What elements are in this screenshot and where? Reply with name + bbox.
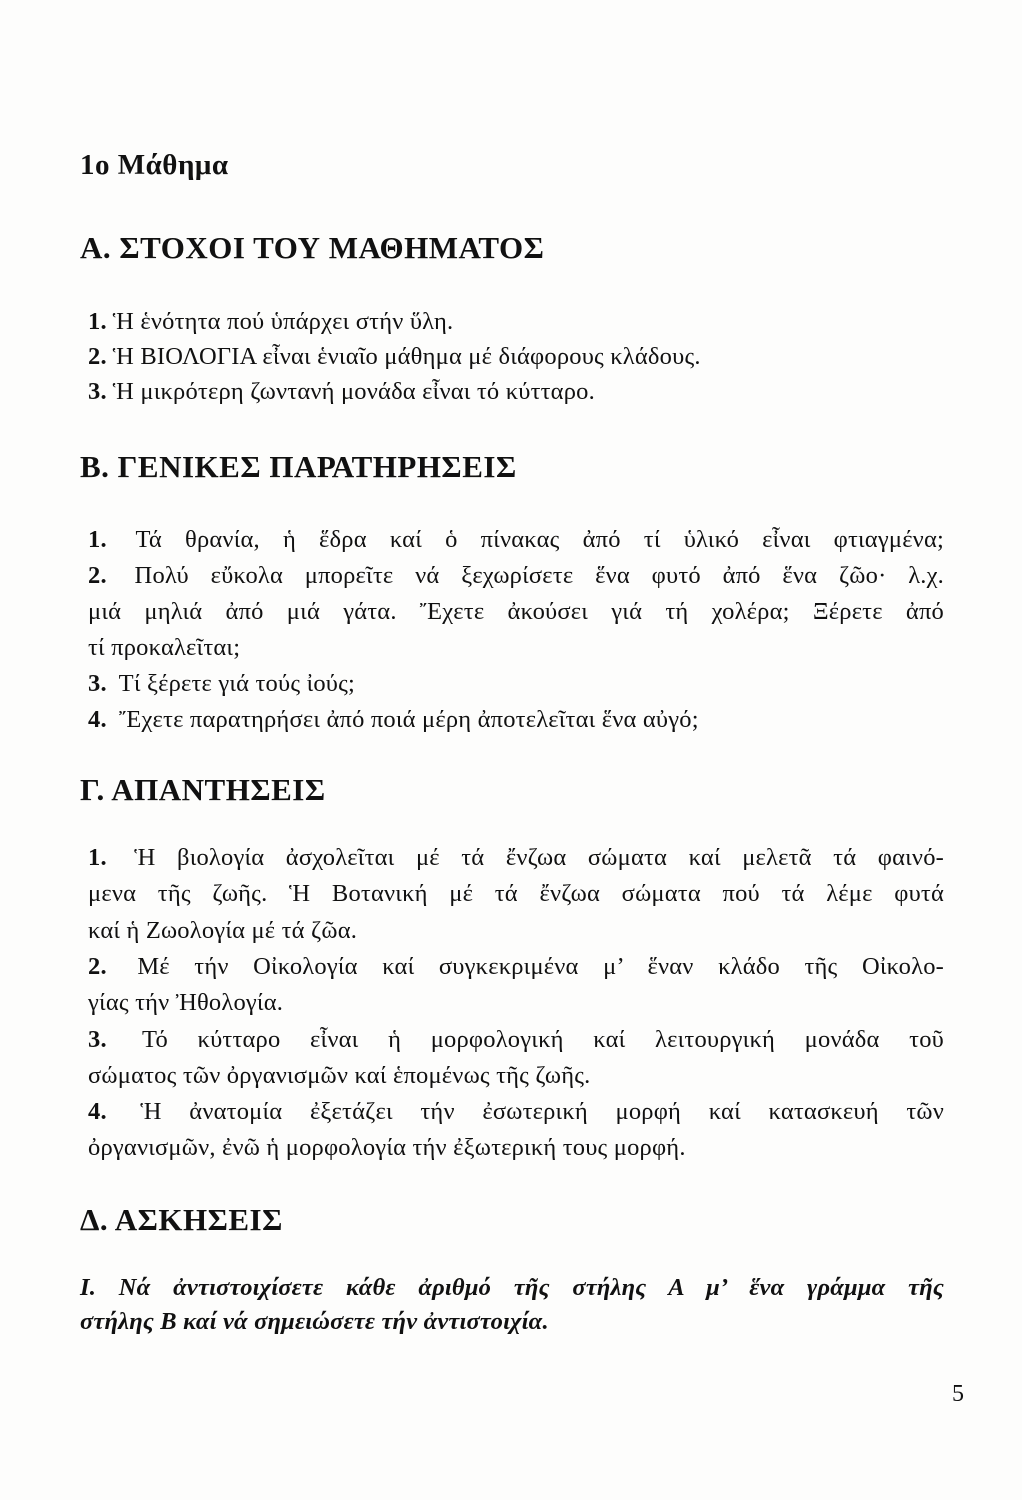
list-item bbox=[88, 307, 944, 337]
text-line bbox=[88, 1133, 944, 1163]
text-line bbox=[88, 916, 944, 946]
text-line bbox=[88, 1061, 944, 1091]
line-text: Πολύ εὔκολα μπορεῖτε νά ξεχωρίσετε ἕνα φυτό ἀπό ἕνα ζῶο· λ.χ. bbox=[134, 562, 944, 589]
exercise-instruction-line: στήλης Β καί νά σημειώσετε τήν ἀντιστοιχία. bbox=[80, 1308, 549, 1335]
text-line bbox=[88, 633, 944, 663]
text-line bbox=[88, 879, 944, 909]
text-line bbox=[88, 1025, 944, 1055]
item-number: 1. bbox=[88, 526, 107, 553]
item-number: 2. bbox=[88, 343, 107, 370]
line-text: σώματος τῶν ὀργανισμῶν καί ἑπομένως τῆς ζωῆς. bbox=[88, 1061, 591, 1089]
item-number: 2. bbox=[88, 952, 107, 980]
text-line bbox=[88, 988, 944, 1018]
line-text: τί προκαλεῖται; bbox=[88, 634, 241, 661]
item-number: 4. bbox=[88, 706, 107, 733]
item-number: 3. bbox=[88, 670, 107, 697]
text-line bbox=[88, 561, 944, 591]
line-text: μενα τῆς ζωῆς. Ἡ Βοτανική μέ τά ἔνζωα σώματα πού τά λέμε φυτά bbox=[88, 880, 944, 908]
line-text: Τά θρανία, ἡ ἕδρα καί ὁ πίνακας ἀπό τί ὑλικό εἶναι φτιαγμένα; bbox=[135, 526, 944, 553]
lesson-title: 1ο Μάθημα bbox=[80, 149, 229, 181]
item-number: 3. bbox=[88, 378, 107, 405]
item-number: 3. bbox=[88, 1025, 107, 1053]
section-a-heading: Α. ΣΤΟΧΟΙ ΤΟΥ ΜΑΘΗΜΑΤΟΣ bbox=[80, 230, 545, 265]
section-d-heading: Δ. ΑΣΚΗΣΕΙΣ bbox=[80, 1202, 283, 1237]
line-text: Ἔχετε παρατηρήσει ἀπό ποιά μέρη ἀποτελεῖται ἕνα αὐγό; bbox=[119, 706, 699, 733]
section-b-heading: Β. ΓΕΝΙΚΕΣ ΠΑΡΑΤΗΡΗΣΕΙΣ bbox=[80, 449, 517, 484]
list-item bbox=[88, 342, 944, 372]
item-number: 4. bbox=[88, 1098, 107, 1126]
text-line bbox=[88, 597, 944, 627]
text-line bbox=[88, 843, 944, 873]
line-text: Τό κύτταρο εἶναι ἡ μορφολογική καί λειτουργική μονάδα τοῦ bbox=[141, 1025, 945, 1053]
line-text: Ἡ βιολογία ἀσχολεῖται μέ τά ἔνζωα σώματα καί μελετᾶ τά φαινό- bbox=[134, 844, 945, 871]
item-text: Ἡ μικρότερη ζωντανή μονάδα εἶναι τό κύτταρο. bbox=[112, 378, 595, 405]
text-line bbox=[88, 952, 944, 982]
line-text: Τί ξέρετε γιά τούς ἰούς; bbox=[118, 670, 356, 697]
item-text: Ἡ ἑνότητα πού ὑπάρχει στήν ὕλη. bbox=[112, 308, 454, 335]
text-line bbox=[88, 525, 944, 555]
line-text: Μέ τήν Οἰκολογία καί συγκεκριμένα μ’ ἕναν κλάδο τῆς Οἰκολο- bbox=[137, 952, 944, 980]
line-text: καί ἡ Ζωολογία μέ τά ζῶα. bbox=[88, 916, 358, 944]
text-line bbox=[88, 1097, 944, 1127]
line-text: γίας τήν Ἠθολογία. bbox=[88, 989, 284, 1017]
item-number: 2. bbox=[88, 562, 107, 589]
item-number: 1. bbox=[88, 844, 107, 871]
text-line bbox=[88, 705, 944, 735]
section-c-heading: Γ. ΑΠΑΝΤΗΣΕΙΣ bbox=[80, 772, 326, 807]
item-number: 1. bbox=[88, 308, 107, 335]
page-number: 5 bbox=[952, 1381, 964, 1407]
item-text: Ἡ ΒΙΟΛΟΓΙΑ εἶναι ἑνιαῖο μάθημα μέ διάφορους κλάδους. bbox=[112, 343, 701, 370]
line-text: ὀργανισμῶν, ἐνῶ ἡ μορφολογία τήν ἐξωτερική τους μορφή. bbox=[88, 1134, 686, 1162]
line-text: μιά μηλιά ἀπό μιά γάτα. Ἔχετε ἀκούσει γιά τή χολέρα; Ξέρετε ἀπό bbox=[88, 598, 944, 625]
list-item bbox=[88, 377, 944, 407]
text-line bbox=[88, 669, 944, 699]
line-text: Ἡ ἀνατομία ἐξετάζει τήν ἐσωτερική μορφή καί κατασκευή τῶν bbox=[140, 1098, 945, 1126]
exercise-instruction-line: Ι. Νά ἀντιστοιχίσετε κάθε ἀριθμό τῆς στήλης Α μ’ ἕνα γράμμα τῆς bbox=[80, 1274, 944, 1301]
